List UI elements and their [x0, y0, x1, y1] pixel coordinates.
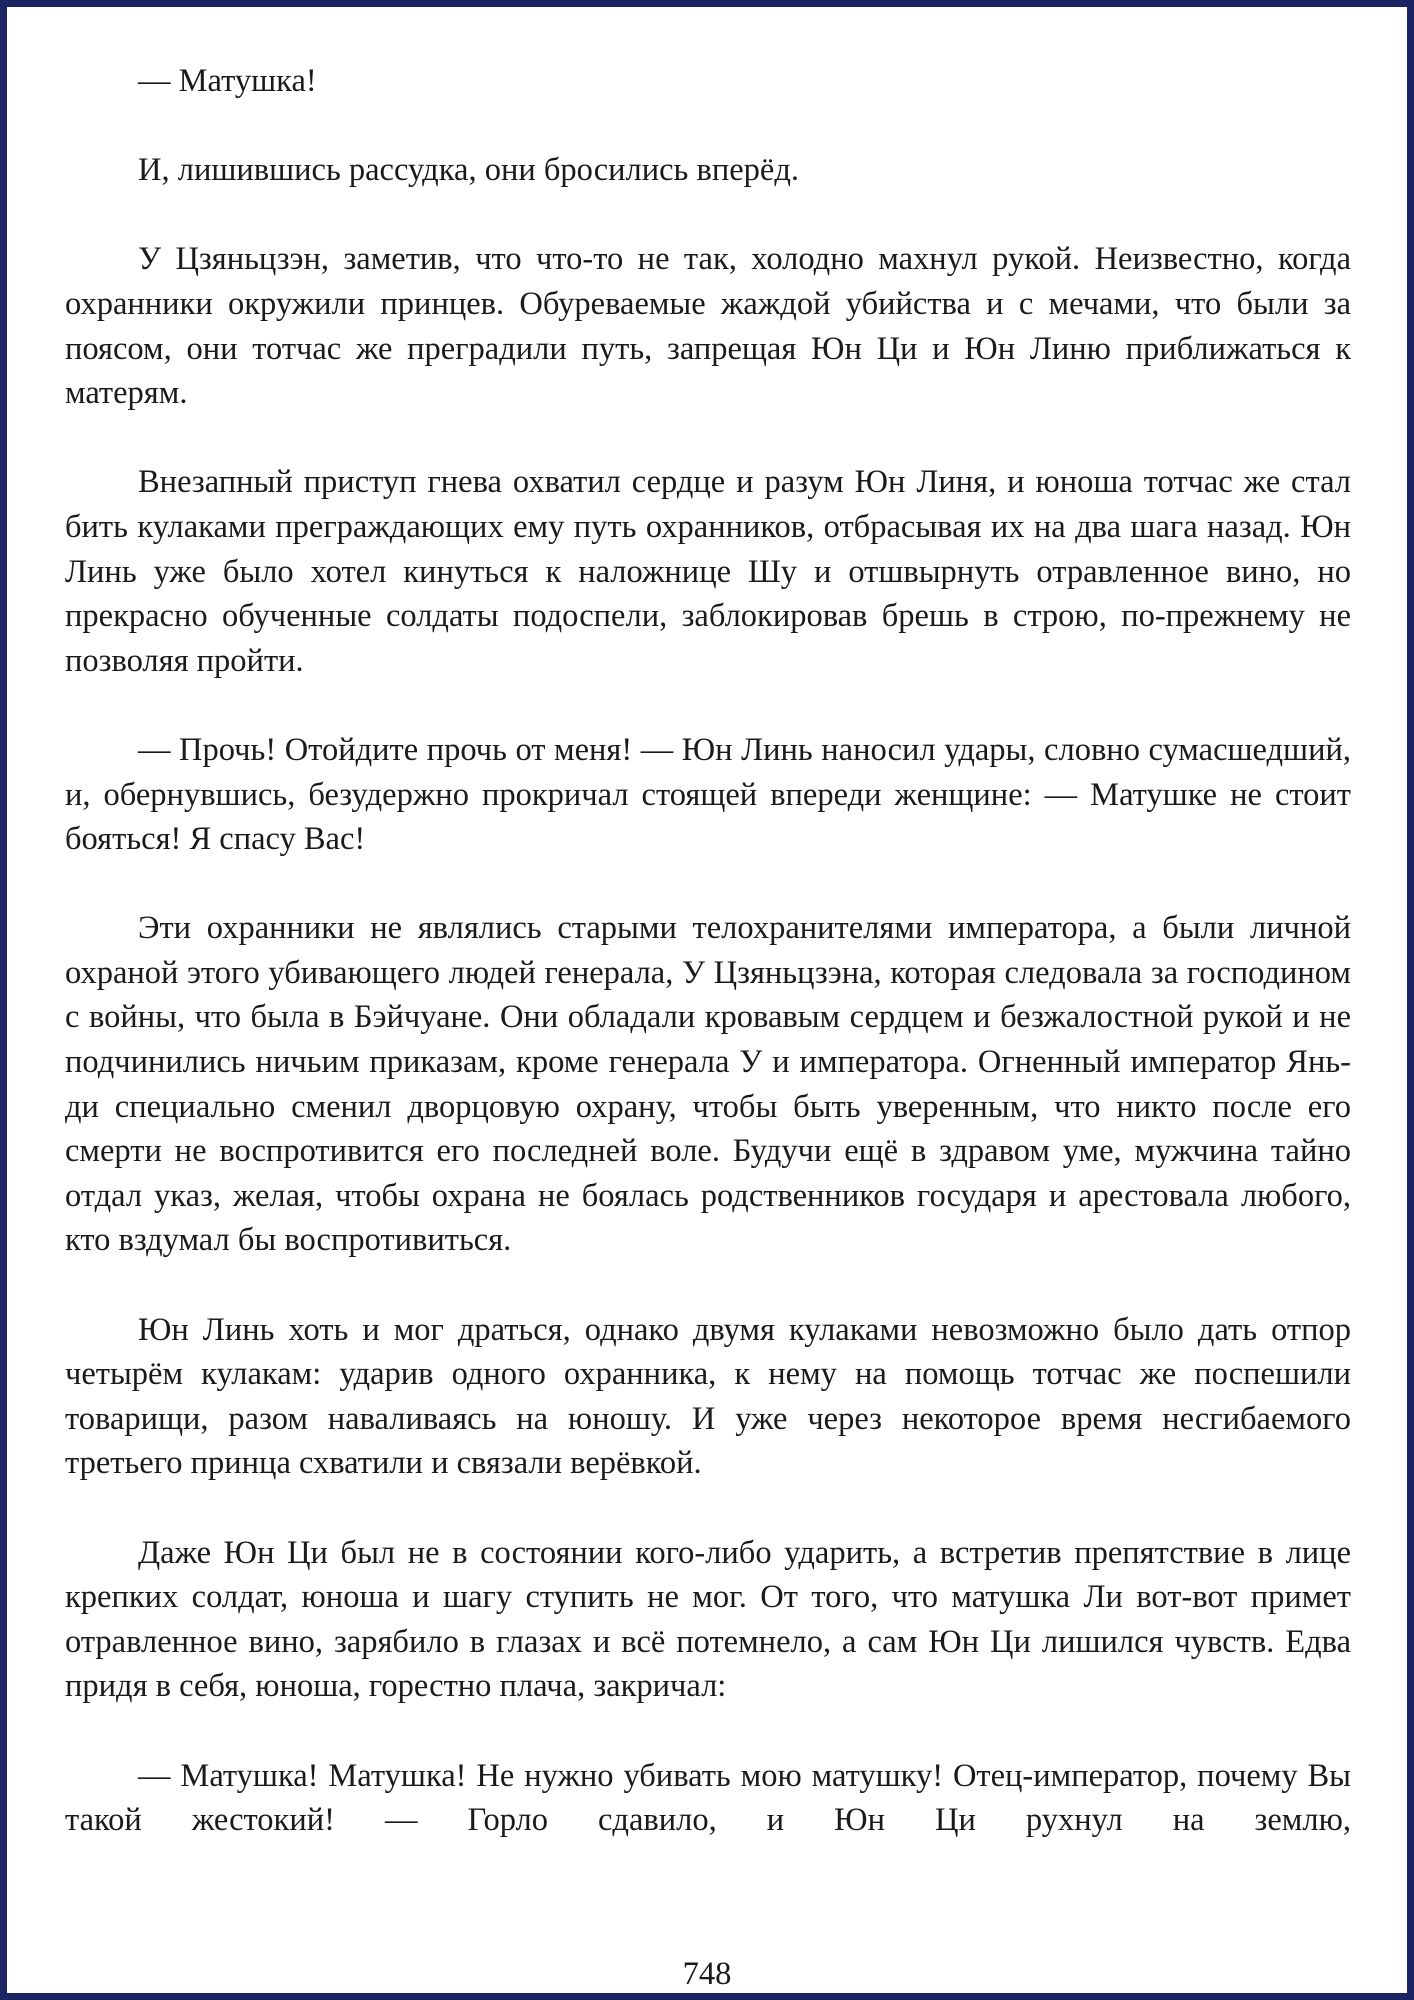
paragraph-continued: — Матушка! Матушка! Не нужно убивать мою матушку! Отец-император, почему Вы такой жестокий! — Горло сдавило, и Юн Ци рухнул на землю,: [65, 1757, 1351, 1839]
page-body: [65, 59, 1351, 1843]
paragraph: Юн Линь хоть и мог драться, однако двумя кулаками невозможно было дать отпор четырём кулакам: ударив одного охранника, к нему на помощь тотчас же поспешили товарищи, разом наваливаясь на юношу. И уже через некоторое время несгибаемого третьего принца схватили и связали верёвкой.: [65, 1311, 1351, 1482]
page-number: 748: [682, 1956, 732, 1992]
paragraph: Внезапный приступ гнева охватил сердце и разум Юн Линя, и юноша тотчас же стал бить кулаками преграждающих ему путь охранников, отбрасывая их на два шага назад. Юн Линь уже было хотел кинуться к наложнице Шу и отшвырнуть отравленное вино, но прекрасно обученные солдаты подоспели, заблокировав брешь в строю, по-прежнему не позволяя пройти.: [65, 464, 1351, 679]
paragraph: Эти охранники не являлись старыми телохранителями императора, а были личной охраной этого убивающего людей генерала, У Цзяньцзэна, которая следовала за господином с войны, что была в Бэйчуане. Они обладали кровавым сердцем и безжалостной рукой и не подчинились ничьим приказам, кроме генерала У и императора. Огненный император Янь-ди специально сменил дворцовую охрану, чтобы быть уверенным, что никто после его смерти не воспротивится его последней воле. Будучи ещё в здравом уме, мужчина тайно отдал указ, желая, чтобы охрана не боялась родственников государя и арестовала любого, кто вздумал бы воспротивиться.: [65, 910, 1351, 1259]
paragraph: — Матушка!: [138, 63, 317, 99]
paragraph: — Прочь! Отойдите прочь от меня! — Юн Линь наносил удары, словно сумасшедший, и, обернувшись, безудержно прокричал стоящей впереди женщине: — Матушке не стоит бояться! Я спасу Вас!: [65, 731, 1351, 858]
paragraph: Даже Юн Ци был не в состоянии кого-либо ударить, а встретив препятствие в лице крепких солдат, юноша и шагу ступить не мог. От того, что матушка Ли вот-вот примет отравленное вино, зарябило в глазах и всё потемнело, а сам Юн Ци лишился чувств. Едва придя в себя, юноша, горестно плача, закричал:: [65, 1534, 1351, 1705]
paragraph: И, лишившись рассудка, они бросились вперёд.: [138, 152, 799, 189]
paragraph: У Цзяньцзэн, заметив, что что-то не так, холодно махнул рукой. Неизвестно, когда охранники окружили принцев. Обуреваемые жаждой убийства и с мечами, что были за поясом, они тотчас же преградили путь, запрещая Юн Ци и Юн Линю приближаться к матерям.: [65, 241, 1351, 412]
